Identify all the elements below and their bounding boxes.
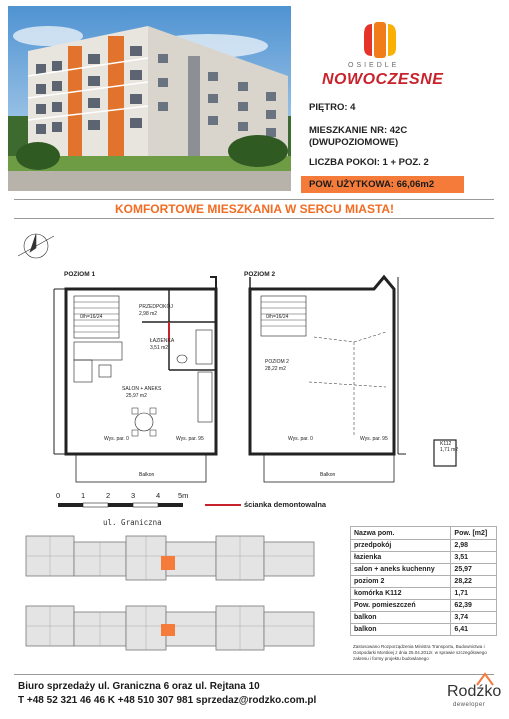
scale-bar (58, 500, 188, 510)
window-height-1b: Wys. par. 95 (176, 436, 204, 442)
table-cell: 2,98 (451, 540, 497, 552)
apartment-type: (DWUPOZIOMOWE) (309, 137, 399, 148)
table-row (351, 552, 497, 564)
building-rendering-image (8, 6, 291, 191)
scale-label: 3 (131, 491, 136, 500)
table-row (351, 612, 497, 624)
scale-label: 0 (56, 491, 61, 500)
table-row (351, 576, 497, 588)
table-cell: balkon (351, 612, 451, 624)
scale-label: 4 (156, 491, 161, 500)
divider (14, 218, 494, 219)
room-storage-area: 1,71 m2 (440, 447, 459, 453)
compass-icon (18, 234, 54, 258)
table-cell: balkon (351, 624, 451, 636)
balcony-1-label: Balkon (139, 472, 155, 478)
room-storage-name: K112 (440, 441, 452, 447)
scale-label: 1 (81, 491, 86, 500)
table-cell: Pow. pomieszczeń (351, 600, 451, 612)
window-height-1a: Wys. par. 0 (104, 436, 129, 442)
building-location-maps (14, 528, 334, 666)
table-cell: poziom 2 (351, 576, 451, 588)
usable-area-badge (301, 176, 464, 193)
scale-label: 5m (178, 491, 189, 500)
table-row (351, 624, 497, 636)
sales-office-address: Biuro sprzedaży ul. Graniczna 6 oraz ul. Rejtana 10 (18, 681, 260, 692)
osiedle-logo-icon (362, 20, 398, 60)
table-cell: salon + aneks kuchenny (351, 564, 451, 576)
room-hall-area: 2,98 m2 (139, 311, 158, 317)
table-header-name: Nazwa pom. (351, 527, 451, 540)
level-1-label: POZIOM 1 (64, 271, 96, 278)
table-cell: 28,22 (451, 576, 497, 588)
table-cell: 3,74 (451, 612, 497, 624)
apartment-number: MIESZKANIE NR: 42C (309, 125, 408, 136)
logo-name: NOWOCZESNE (322, 71, 444, 88)
contact-info: T +48 52 321 46 46 K +48 510 307 981 sprzedaz@rodzko.com.pl (18, 695, 317, 706)
table-row (351, 588, 497, 600)
room-area-table (350, 526, 497, 636)
room-salon-name: SALON + ANEKS (122, 386, 162, 392)
room-bath-name: ŁAZIENKA (150, 338, 175, 344)
table-header-row (351, 527, 497, 540)
scale-label: 2 (106, 491, 111, 500)
table-row (351, 564, 497, 576)
room-level2-name: POZIOM 2 (265, 359, 289, 365)
divider (14, 674, 494, 675)
regulation-note: Zastosowano Rozporządzenia Ministra Transportu, Budownictwa i Gospodarki Morskiej z dnia 25.04.2012r. w sprawie szczegółowego zakresu i formy projektu budowlanego (353, 644, 487, 661)
rooms-count: LICZBA POKOI: 1 + POZ. 2 (309, 157, 429, 168)
room-salon-area: 25,97 m2 (126, 393, 147, 399)
table-row (351, 600, 497, 612)
room-hall-name: PRZEDPOKÓJ (139, 304, 173, 310)
stairs-2-label: 0/h=16/24 (266, 314, 289, 320)
table-cell: 25,97 (451, 564, 497, 576)
table-row (351, 540, 497, 552)
table-cell: komórka K112 (351, 588, 451, 600)
table-cell: 1,71 (451, 588, 497, 600)
level-2-label: POZIOM 2 (244, 271, 276, 278)
logo-subtitle: OSIEDLE (348, 62, 400, 69)
balcony-2-label: Balkon (320, 472, 336, 478)
room-bath-area: 3,51 m2 (150, 345, 169, 351)
table-header-area: Pow. [m2] (451, 527, 497, 540)
apartment-highlight-level2 (161, 624, 175, 636)
table-cell: 62,39 (451, 600, 497, 612)
developer-tagline: deweloper (453, 702, 486, 708)
table-cell: 3,51 (451, 552, 497, 564)
window-height-2a: Wys. par. 0 (288, 436, 313, 442)
window-height-2b: Wys. par. 95 (360, 436, 388, 442)
floor-label: PIĘTRO: 4 (309, 102, 356, 113)
divider (14, 199, 494, 200)
movable-wall-legend-line (205, 504, 241, 506)
table-cell: 6,41 (451, 624, 497, 636)
movable-wall-legend-text: ścianka demontowalna (244, 500, 327, 509)
usable-area-text: POW. UŻYTKOWA: 66,06m2 (309, 179, 435, 190)
stairs-1-label: 0/h=16/24 (80, 314, 103, 320)
floor-plan-drawing (14, 222, 484, 502)
headline: KOMFORTOWE MIESZKANIA W SERCU MIASTA! (114, 202, 395, 216)
apartment-highlight-level1 (161, 556, 175, 570)
table-cell: łazienka (351, 552, 451, 564)
street-label: ul. Graniczna (103, 518, 162, 527)
developer-name: Rodźko (447, 683, 502, 700)
room-level2-area: 28,22 m2 (265, 366, 286, 372)
table-cell: przedpokój (351, 540, 451, 552)
